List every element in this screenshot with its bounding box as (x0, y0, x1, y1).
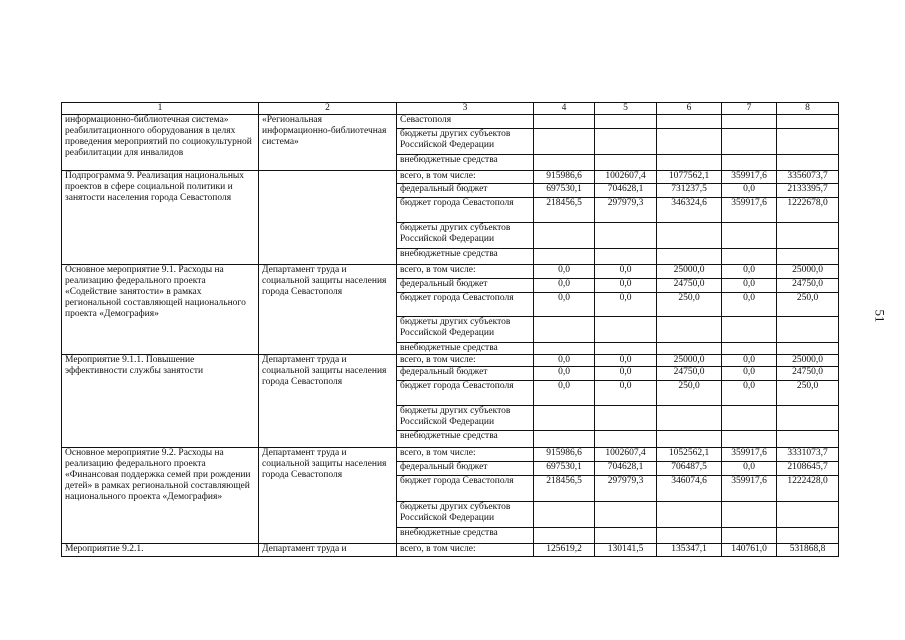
table-row (62, 355, 839, 367)
amount-cell (534, 317, 595, 343)
measure-name-cell: Основное мероприятие 9.2. Расходы на реализацию федерального проекта «Финансовая поддержка семей при рождении детей» в рамках региональной составляющей национального проекта «Демография» (62, 448, 259, 544)
funding-source-cell: внебюджетные средства (397, 343, 534, 355)
funding-source-cell: бюджеты других субъектов Российской Федерации (397, 502, 534, 528)
column-number-row (62, 103, 839, 115)
amount-cell: 0,0 (534, 293, 595, 317)
funding-source-cell: бюджет города Севастополя (397, 198, 534, 223)
funding-source-cell: федеральный бюджет (397, 462, 534, 476)
funding-source-cell: бюджеты других субъектов Российской Федерации (397, 317, 534, 343)
amount-cell: 0,0 (534, 265, 595, 279)
amount-cell (534, 502, 595, 528)
amount-cell: 0,0 (722, 367, 777, 381)
amount-cell (777, 317, 839, 343)
amount-cell: 359917,6 (722, 171, 777, 184)
amount-cell (722, 343, 777, 355)
funding-source-cell: бюджеты других субъектов Российской Федерации (397, 129, 534, 155)
amount-cell: 1002607,4 (595, 448, 657, 462)
amount-cell: 250,0 (777, 381, 839, 406)
table-row (62, 171, 839, 184)
amount-cell: 0,0 (722, 279, 777, 293)
amount-cell (595, 406, 657, 431)
amount-cell (657, 343, 722, 355)
amount-cell: 915986,6 (534, 171, 595, 184)
amount-cell: 0,0 (722, 355, 777, 367)
amount-cell (777, 223, 839, 249)
amount-cell: 915986,6 (534, 448, 595, 462)
amount-cell (657, 115, 722, 129)
funding-source-cell: бюджеты других субъектов Российской Федерации (397, 223, 534, 249)
amount-cell (595, 223, 657, 249)
header-cell: 4 (534, 103, 595, 115)
amount-cell: 359917,6 (722, 198, 777, 223)
funding-source-cell: внебюджетные средства (397, 155, 534, 171)
funding-source-cell: Севастополя (397, 115, 534, 129)
amount-cell: 704628,1 (595, 462, 657, 476)
amount-cell: 0,0 (722, 462, 777, 476)
amount-cell: 25000,0 (657, 265, 722, 279)
amount-cell (595, 155, 657, 171)
amount-cell (534, 115, 595, 129)
amount-cell: 0,0 (595, 367, 657, 381)
amount-cell: 359917,6 (722, 476, 777, 502)
table-row (62, 544, 839, 557)
amount-cell: 25000,0 (657, 355, 722, 367)
amount-cell: 130141,5 (595, 544, 657, 557)
funding-source-cell: всего, в том числе: (397, 171, 534, 184)
measure-name-cell: Мероприятие 9.1.1. Повышение эффективности службы занятости (62, 355, 259, 448)
amount-cell: 704628,1 (595, 184, 657, 198)
amount-cell: 3331073,7 (777, 448, 839, 462)
amount-cell (722, 115, 777, 129)
amount-cell (534, 249, 595, 265)
funding-source-cell: бюджет города Севастополя (397, 293, 534, 317)
amount-cell: 297979,3 (595, 198, 657, 223)
table-body (62, 103, 839, 557)
amount-cell: 24750,0 (657, 279, 722, 293)
amount-cell (595, 528, 657, 544)
funding-source-cell: всего, в том числе: (397, 355, 534, 367)
table-row (62, 448, 839, 462)
amount-cell: 0,0 (534, 381, 595, 406)
amount-cell: 359917,6 (722, 448, 777, 462)
amount-cell (722, 528, 777, 544)
header-cell: 2 (259, 103, 397, 115)
amount-cell (722, 129, 777, 155)
amount-cell: 2133395,7 (777, 184, 839, 198)
amount-cell: 0,0 (722, 184, 777, 198)
executor-cell: Департамент труда и (259, 544, 397, 557)
measure-name-cell: Мероприятие 9.2.1. (62, 544, 259, 557)
amount-cell (777, 502, 839, 528)
amount-cell (657, 129, 722, 155)
funding-source-cell: внебюджетные средства (397, 528, 534, 544)
amount-cell (657, 406, 722, 431)
amount-cell: 140761,0 (722, 544, 777, 557)
executor-cell: Департамент труда и социальной защиты населения города Севастополя (259, 355, 397, 448)
amount-cell: 297979,3 (595, 476, 657, 502)
executor-cell: Департамент труда и социальной защиты населения города Севастополя (259, 448, 397, 544)
amount-cell (534, 343, 595, 355)
measure-name-cell: Основное мероприятие 9.1. Расходы на реализацию федерального проекта «Содействие занятости» в рамках региональной составляющей национального проекта «Демография» (62, 265, 259, 355)
funding-source-cell: бюджеты других субъектов Российской Федерации (397, 406, 534, 431)
funding-source-cell: федеральный бюджет (397, 184, 534, 198)
amount-cell (722, 155, 777, 171)
funding-source-cell: всего, в том числе: (397, 544, 534, 557)
funding-source-cell: федеральный бюджет (397, 279, 534, 293)
funding-source-cell: внебюджетные средства (397, 431, 534, 448)
executor-cell (259, 171, 397, 265)
amount-cell (534, 129, 595, 155)
document-page (61, 102, 839, 557)
amount-cell: 24750,0 (777, 279, 839, 293)
amount-cell: 125619,2 (534, 544, 595, 557)
amount-cell (657, 317, 722, 343)
amount-cell (534, 155, 595, 171)
table-row (62, 265, 839, 279)
amount-cell (777, 249, 839, 265)
amount-cell: 697530,1 (534, 184, 595, 198)
amount-cell: 1077562,1 (657, 171, 722, 184)
amount-cell (657, 223, 722, 249)
amount-cell: 3356073,7 (777, 171, 839, 184)
amount-cell: 0,0 (534, 355, 595, 367)
amount-cell: 25000,0 (777, 265, 839, 279)
amount-cell (595, 129, 657, 155)
amount-cell (534, 528, 595, 544)
amount-cell (777, 115, 839, 129)
amount-cell (777, 155, 839, 171)
amount-cell: 250,0 (657, 293, 722, 317)
executor-cell: Департамент труда и социальной защиты населения города Севастополя (259, 265, 397, 355)
amount-cell: 1052562,1 (657, 448, 722, 462)
amount-cell: 346074,6 (657, 476, 722, 502)
amount-cell: 250,0 (777, 293, 839, 317)
amount-cell: 1222428,0 (777, 476, 839, 502)
amount-cell: 2108645,7 (777, 462, 839, 476)
amount-cell (777, 406, 839, 431)
amount-cell: 0,0 (595, 279, 657, 293)
amount-cell: 0,0 (595, 265, 657, 279)
amount-cell (595, 115, 657, 129)
header-cell: 5 (595, 103, 657, 115)
table-row (62, 115, 839, 129)
funding-source-cell: внебюджетные средства (397, 249, 534, 265)
header-cell: 6 (657, 103, 722, 115)
amount-cell: 24750,0 (657, 367, 722, 381)
amount-cell (722, 249, 777, 265)
amount-cell: 25000,0 (777, 355, 839, 367)
funding-source-cell: бюджет города Севастополя (397, 476, 534, 502)
funding-source-cell: бюджет города Севастополя (397, 381, 534, 406)
amount-cell: 0,0 (534, 367, 595, 381)
amount-cell (595, 502, 657, 528)
amount-cell (534, 406, 595, 431)
measure-name-cell: информационно-библиотечная система» реабилитационного оборудования в целях проведения мероприятий по социокультурной реабилитации для инвалидов (62, 115, 259, 171)
amount-cell: 0,0 (595, 381, 657, 406)
funding-source-cell: федеральный бюджет (397, 367, 534, 381)
amount-cell: 0,0 (722, 265, 777, 279)
amount-cell (657, 249, 722, 265)
header-cell: 1 (62, 103, 259, 115)
amount-cell: 0,0 (534, 279, 595, 293)
amount-cell: 0,0 (595, 293, 657, 317)
amount-cell (657, 528, 722, 544)
amount-cell: 24750,0 (777, 367, 839, 381)
amount-cell: 0,0 (722, 381, 777, 406)
page-number: 51 (872, 309, 888, 323)
amount-cell: 0,0 (595, 355, 657, 367)
amount-cell (722, 317, 777, 343)
amount-cell (777, 129, 839, 155)
amount-cell (534, 431, 595, 448)
funding-source-cell: всего, в том числе: (397, 265, 534, 279)
amount-cell (657, 155, 722, 171)
amount-cell (777, 343, 839, 355)
amount-cell: 250,0 (657, 381, 722, 406)
amount-cell (595, 249, 657, 265)
amount-cell: 218456,5 (534, 476, 595, 502)
amount-cell (595, 317, 657, 343)
amount-cell: 135347,1 (657, 544, 722, 557)
amount-cell: 531868,8 (777, 544, 839, 557)
amount-cell (777, 431, 839, 448)
amount-cell: 1222678,0 (777, 198, 839, 223)
header-cell: 3 (397, 103, 534, 115)
amount-cell: 697530,1 (534, 462, 595, 476)
header-cell: 8 (777, 103, 839, 115)
amount-cell (777, 528, 839, 544)
funding-table (61, 102, 839, 557)
amount-cell (722, 406, 777, 431)
funding-source-cell: всего, в том числе: (397, 448, 534, 462)
amount-cell (722, 223, 777, 249)
amount-cell (534, 223, 595, 249)
amount-cell (657, 502, 722, 528)
amount-cell: 731237,5 (657, 184, 722, 198)
amount-cell (595, 431, 657, 448)
amount-cell: 0,0 (722, 293, 777, 317)
amount-cell: 346324,6 (657, 198, 722, 223)
amount-cell (657, 431, 722, 448)
measure-name-cell: Подпрограмма 9. Реализация национальных проектов в сфере социальной политики и занятости населения города Севастополя (62, 171, 259, 265)
amount-cell: 218456,5 (534, 198, 595, 223)
amount-cell (722, 431, 777, 448)
amount-cell (595, 343, 657, 355)
amount-cell: 1002607,4 (595, 171, 657, 184)
header-cell: 7 (722, 103, 777, 115)
executor-cell: «Региональная информационно-библиотечная система» (259, 115, 397, 171)
amount-cell (722, 502, 777, 528)
amount-cell: 706487,5 (657, 462, 722, 476)
